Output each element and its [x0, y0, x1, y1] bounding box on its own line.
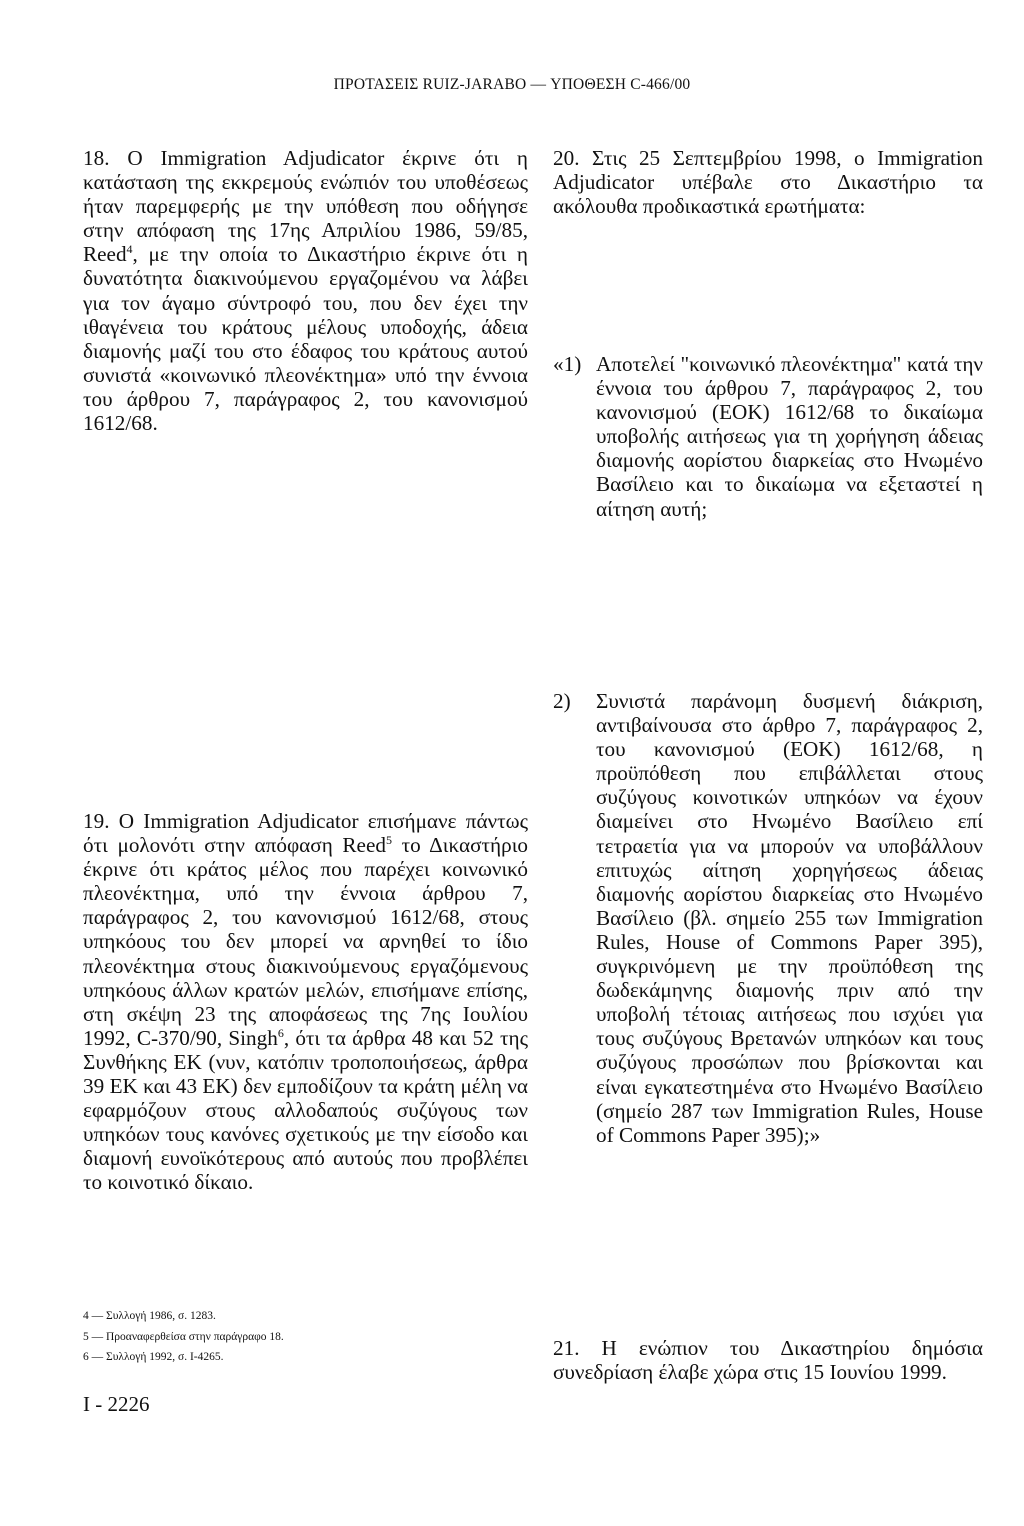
- paragraph-19-text-b: το Δικαστήριο έκρινε ότι κράτος μέλος που παρέχει κοινωνικό πλεονέκτημα, υπό την έννοια άρθρου 7, παράγραφος 2, του κανονισμού 1612/68, στους υπηκόους του δεν μπορεί να αρνηθεί το ίδιο πλεονέκτημα στους διακινούμενους εργαζόμενους υπηκόους άλλων κρατών μελών, επισήμανε επίσης, στη σκέψη 23 της αποφάσεως της 7ης Ιουλίου 1992, C-370/90, Singh: [83, 833, 528, 1050]
- paragraph-18-text-a: 18. Ο Immigration Adjudicator έκρινε ότι η κατάσταση της εκκρεμούς ενώπιόν του υποθέσεως ήταν παρεμφερής με την υπόθεση που οδήγησε στην απόφαση της 17ης Απριλίου 1986, 59/85, Reed: [83, 146, 528, 267]
- question-1-text: Αποτελεί "κοινωνικό πλεονέκτημα" κατά την έννοια του άρθρου 7, παράγραφος 2, του κανονισμού (ΕΟΚ) 1612/68 το δικαίωμα υποβολής αιτήσεως για τη χορήγηση άδειας διαμονής αορίστου διαρκείας στο Ηνωμένο Βασίλειο και το δικαίωμα να εξεταστεί η αίτηση αυτή;: [596, 352, 983, 521]
- question-1: [553, 352, 983, 521]
- footnote-ref-4: 4: [126, 242, 133, 257]
- paragraph-20-text: 20. Στις 25 Σεπτεμβρίου 1998, ο Immigration Adjudicator υπέβαλε στο Δικαστήριο τα ακόλουθα προδικαστικά ερωτήματα:: [553, 146, 983, 219]
- footnote-6: 6 — Συλλογή 1992, σ. I-4265.: [83, 1351, 224, 1363]
- paragraph-18: [83, 146, 528, 435]
- paragraph-21: [553, 1336, 983, 1384]
- footnote-ref-6: 6: [277, 1025, 284, 1040]
- paragraph-18-text-b: , με την οποία το Δικαστήριο έκρινε ότι η δυνατότητα διακινούμενου εργαζομένου να λάβει για τον άγαμο σύντροφό του, που δεν έχει την ιθαγένεια του κράτους μέλους υποδοχής, άδεια διαμονής μαζί του στο έδαφος του κράτους αυτού συνιστά «κοινωνικό πλεονέκτημα» υπό την έννοια του άρθρου 7, παράγραφος 2, του κανονισμού 1612/68.: [83, 242, 528, 436]
- paragraph-20: [553, 146, 983, 218]
- question-2-text: Συνιστά παράνομη δυσμενή διάκριση, αντιβαίνουσα στο άρθρο 7, παράγραφος 2, του κανονισμού (ΕΟΚ) 1612/68, η προϋπόθεση που επιβάλλεται στους συζύγους κοινοτικών υπηκόων να έχουν διαμείνει στο Ηνωμένο Βασίλειο επί τετραετία για να μπορούν να υποβάλλουν επιτυχώς αίτηση χορηγήσεως άδειας διαμονής αορίστου διαρκείας στο Ηνωμένο Βασίλειο (βλ. σημείο 255 των Immigration Rules, House of Commons Paper 395), συγκρινόμενη με την προϋπόθεση της δωδεκάμηνης διαμονής πριν από την υποβολή τέτοιας αιτήσεως που ισχύει για τους συζύγους Βρετανών υπηκόων και τους συζύγους προσώπων που βρίσκονται και είναι εγκατεστημένα στο Ηνωμένο Βασίλειο (σημείο 287 των Immigration Rules, House of Commons Paper 395);»: [596, 689, 983, 1147]
- question-2-label: 2): [553, 689, 571, 713]
- page-number: I - 2226: [83, 1392, 150, 1416]
- footnote-ref-5: 5: [385, 833, 392, 848]
- question-2: [553, 689, 983, 1147]
- question-1-label: «1): [553, 352, 582, 376]
- footnote-5: 5 — Προαναφερθείσα στην παράγραφο 18.: [83, 1330, 284, 1343]
- footnote-4: 4 — Συλλογή 1986, σ. 1283.: [83, 1310, 216, 1322]
- paragraph-19: [83, 809, 528, 1195]
- paragraph-19-text-c: , ότι τα άρθρα 48 και 52 της Συνθήκης ΕΚ (νυν, κατόπιν τροποποιήσεως, άρθρα 39 ΕΚ και 43 ΕΚ) δεν εμποδίζουν τα κράτη μέλη να εφαρμόζουν στους αλλοδαπούς συζύγους των υπηκόων τους κανόνες σχετικούς με την είσοδο και διαμονή ευνοϊκότερους από αυτούς που προβλέπει το κοινοτικό δίκαιο.: [83, 1025, 528, 1195]
- paragraph-21-text: 21. Η ενώπιον του Δικαστηρίου δημόσια συνεδρίαση έλαβε χώρα στις 15 Ιουνίου 1999.: [553, 1336, 983, 1385]
- paragraph-19-text-a: 19. Ο Immigration Adjudicator επισήμανε πάντως ότι μολονότι στην απόφαση Reed: [83, 809, 528, 858]
- footnotes: [83, 1306, 284, 1368]
- running-header: ΠΡΟΤΑΣΕΙΣ RUIZ-JARABO — ΥΠΟΘΕΣΗ C-466/00: [333, 76, 691, 93]
